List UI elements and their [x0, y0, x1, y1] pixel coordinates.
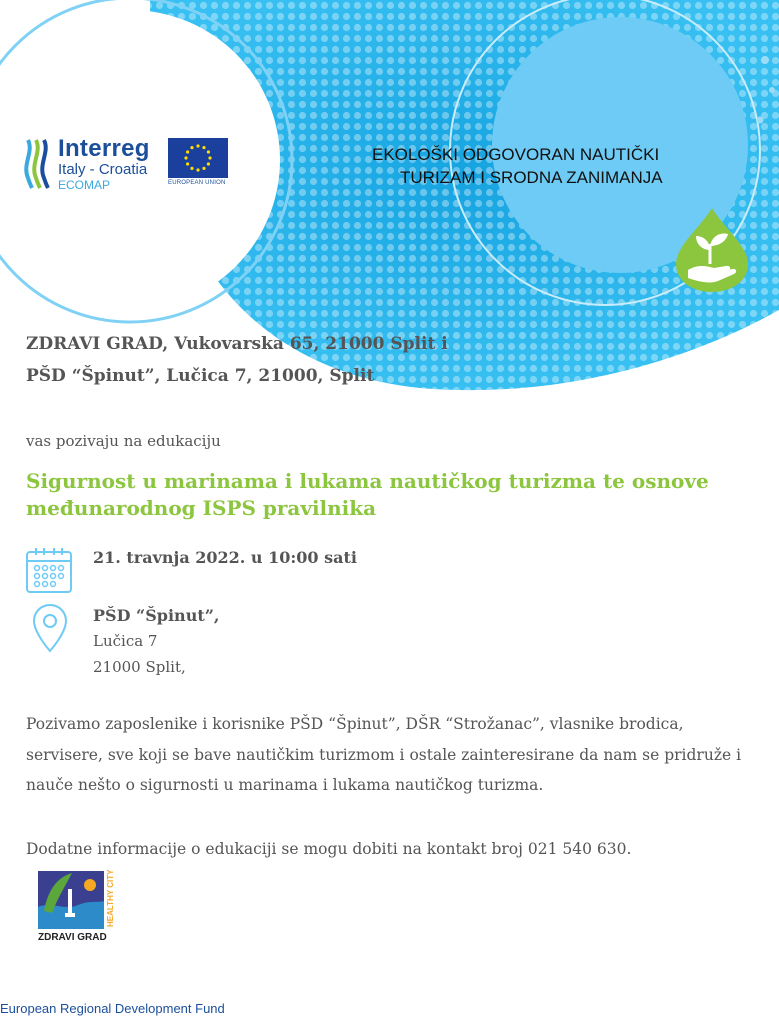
- healthy-city-text: HEALTHY CITY: [106, 869, 115, 927]
- header-title-line1: EKOLOŠKI ODGOVORAN NAUTIČKI: [372, 145, 660, 164]
- eu-flag-icon: [168, 138, 228, 178]
- interreg-logo: [24, 130, 239, 200]
- location-name: PŠD “Špinut”,: [93, 606, 220, 625]
- location-city: 21000 Split,: [93, 658, 186, 676]
- organizer-line-2: PŠD “Špinut”, Lučica 7, 21000, Split: [26, 366, 375, 386]
- event-title: Sigurnost u marinama i lukama nautičkog turizma te osnove međunarodnog ISPS pravilnika: [26, 469, 709, 520]
- interreg-waves-icon: [24, 138, 52, 190]
- interreg-program: Italy - Croatia: [58, 161, 148, 178]
- zdravi-grad-name: ZDRAVI GRAD: [38, 932, 107, 943]
- event-date: 21. travnja 2022. u 10:00 sati: [93, 548, 357, 567]
- calendar-icon: [24, 546, 74, 596]
- location-street: Lučica 7: [93, 632, 158, 650]
- zdravi-grad-emblem-icon: [38, 871, 104, 929]
- footer-fund-text: European Regional Development Fund: [0, 1001, 225, 1016]
- header-title-line2: TURIZAM I SRODNA ZANIMANJA: [400, 168, 663, 187]
- header-graphic: [0, 0, 779, 420]
- contact-info: Dodatne informacije o edukaciji se mogu dobiti na kontakt broj 021 540 630.: [26, 840, 632, 858]
- plant-in-hand-icon: [674, 206, 750, 292]
- interreg-name: Interreg: [58, 135, 150, 162]
- organizer-line-1: ZDRAVI GRAD, Vukovarska 65, 21000 Split i: [26, 334, 448, 354]
- eu-caption: EUROPEAN UNION: [168, 180, 226, 186]
- header-title: [372, 143, 744, 189]
- invitation-body: Pozivamo zaposlenike i korisnike PŠD “Špinut”, DŠR “Strožanac”, vlasnike brodica, servisere, sve koji se bave nautičkim turizmom i ostale zainteresirane da nam se pridruže i nauče nešto o sigurnosti u marinama i lukama nautičkog turizma.: [26, 715, 742, 794]
- invite-text: vas pozivaju na edukaciju: [26, 432, 221, 450]
- location-pin-icon: [32, 603, 68, 653]
- zdravi-grad-logo: [38, 871, 120, 947]
- project-name: ECOMAP: [58, 178, 111, 192]
